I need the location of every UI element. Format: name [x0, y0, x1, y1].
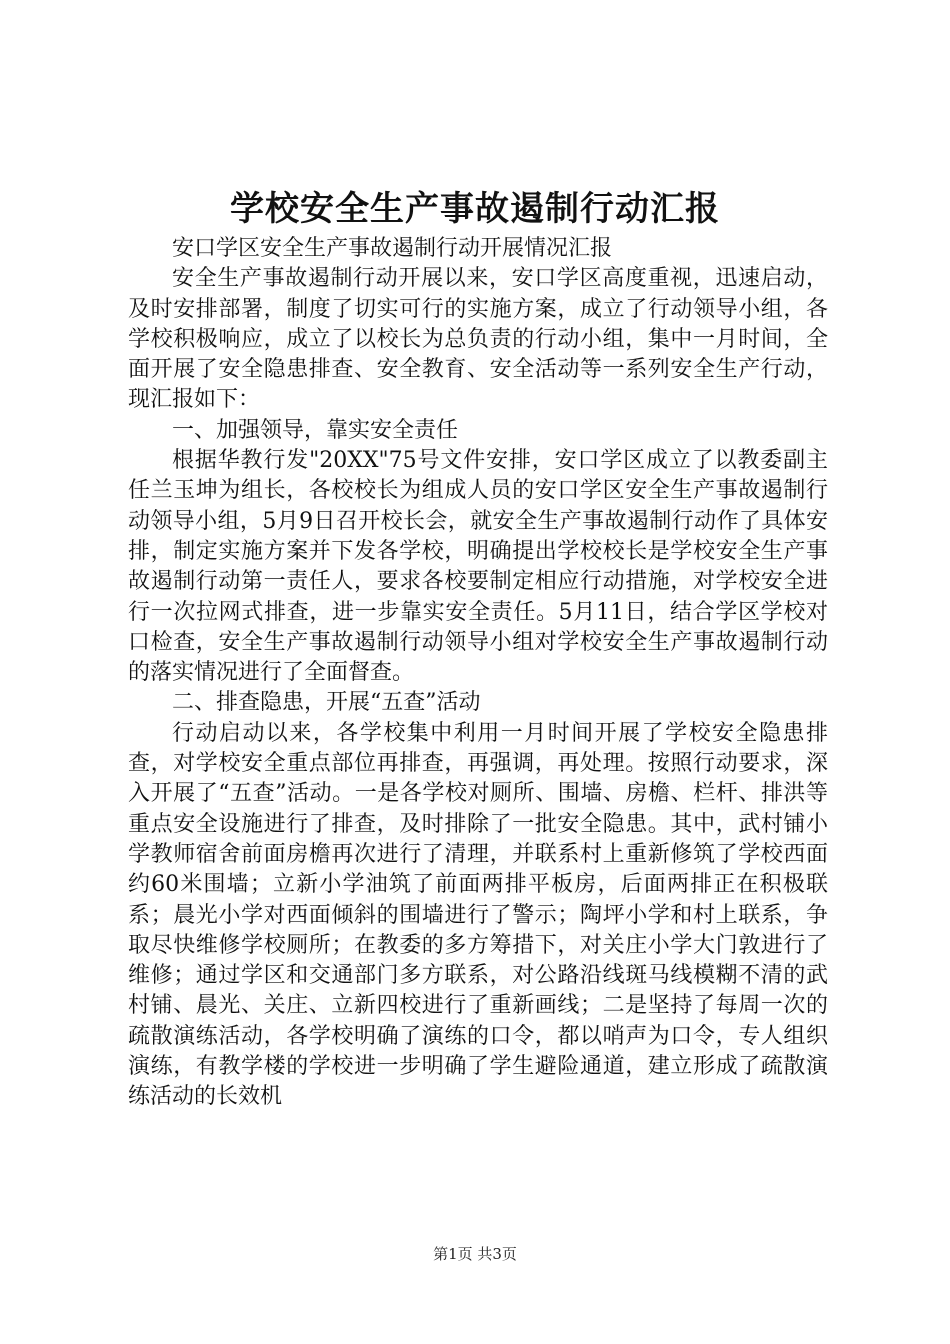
intro-paragraph: 安全生产事故遏制行动开展以来，安口学区高度重视，迅速启动，及时安排部署，制度了切实可行的实施方案，成立了行动领导小组，各学校积极响应，成立了以校长为总负责的行动小组，集中一月时间，全面开展了安全隐患排查、安全教育、安全活动等一系列安全生产行动，现汇报如下：	[128, 266, 828, 413]
page-footer: 第1页 共3页	[433, 1245, 517, 1263]
section-1-paragraph: 根据华教行发"20XX"75号文件安排，安口学区成立了以教委副主任兰玉坤为组长，各校校长为组成人员的安口学区安全生产事故遏制行动领导小组，5月9日召开校长会，就安全生产事故遏制行动作了具体安排，制定实施方案并下发各学校，明确提出学校校长是学校安全生产事故遏制行动第一责任人，要求各校要制定相应行动措施，对学校安全进行一次拉网式排查，进一步靠实安全责任。5月11日，结合学区学校对口检查，安全生产事故遏制行动领导小组对学校安全生产事故遏制行动的落实情况进行了全面督查。	[128, 448, 828, 686]
section-2-paragraph: 行动启动以来，各学校集中利用一月时间开展了学校安全隐患排查，对学校安全重点部位再排查，再强调，再处理。按照行动要求，深入开展了“五查”活动。一是各学校对厕所、围墙、房檐、栏杆、排洪等重点安全设施进行了排查，及时排除了一批安全隐患。其中，武村铺小学教师宿舍前面房檐再次进行了清理，并联系村上重新修筑了学校西面约60米围墙；立新小学油筑了前面两排平板房，后面两排正在积极联系；晨光小学对西面倾斜的围墙进行了警示；陶坪小学和村上联系，争取尽快维修学校厕所；在教委的多方筹措下，对关庄小学大门敦进行了维修；通过学区和交通部门多方联系，对公路沿线斑马线模糊不清的武村铺、晨光、关庄、立新四校进行了重新画线；二是坚持了每周一次的疏散演练活动，各学校明确了演练的口令，都以哨声为口令，专人组织演练，有教学楼的学校进一步明确了学生避险通道，建立形成了疏散演练活动的长效机	[128, 720, 828, 1110]
subtitle-paragraph: 安口学区安全生产事故遏制行动开展情况汇报	[172, 236, 613, 261]
document-title: 学校安全生产事故遏制行动汇报	[230, 189, 720, 229]
document-body	[128, 234, 828, 1113]
section-heading-1: 一、加强领导，靠实安全责任	[172, 417, 459, 443]
section-heading-2: 二、排查隐患，开展“五查”活动	[172, 690, 481, 716]
